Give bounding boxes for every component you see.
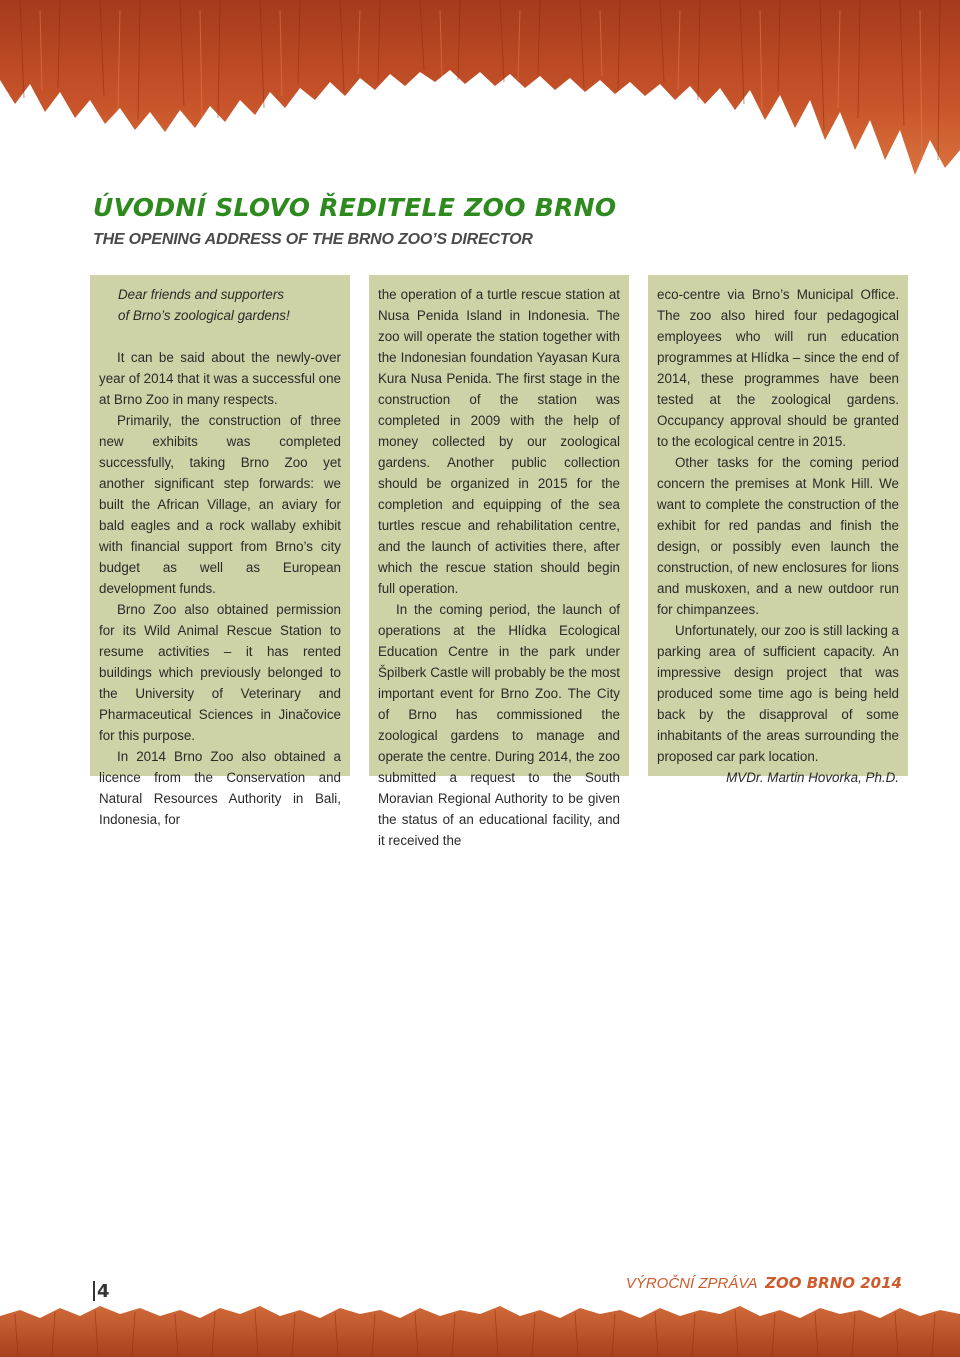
page-subtitle: THE OPENING ADDRESS OF THE BRNO ZOO’S DIRECTOR [93,231,533,248]
paragraph: Brno Zoo also obtained permission for its Wild Animal Rescue Station to resume activities – it has rented buildings which previously belonged to the University of Veterinary and Pharmaceutical Sciences in Jinačovice for this purpose. [99,602,341,743]
paragraph: It can be said about the newly-over year of 2014 that it was a successful one at Brno Zoo in many respects. [99,350,341,407]
page-number: 4 [97,1280,110,1302]
thatch-straw-bottom-decoration [0,1302,960,1357]
paragraph: In 2014 Brno Zoo also obtained a licence from the Conservation and Natural Resources Authority in Bali, Indonesia, for [99,749,341,827]
text-column-1 [90,275,350,827]
paragraph: eco-centre via Brno’s Municipal Office. The zoo also hired four pedagogical employees who will run education programmes at Hlídka – since the end of 2014, these programmes have been tested at the zoological gardens. Occupancy approval should be granted to the ecological centre in 2015. [657,287,899,449]
footer-report-brand: ZOO BRNO 2014 [765,1274,902,1292]
greeting-line-2: of Brno’s zoological gardens! [118,308,290,323]
footer-report-title [626,1274,902,1292]
paragraph: the operation of a turtle rescue station at Nusa Penida Island in Indonesia. The zoo will operate the station together with the Indonesian foundation Yayasan Kura Kura Nusa Penida. The first stage in the construction of the station was completed in 2009 with the help of money collected by our zoological gardens. Another public collection should be organized in 2015 for the completion and equipping of the sea turtles rescue and rehabilitation centre, and the launch of activities there, after which the rescue station should begin full operation. [378,287,620,596]
page-folio [93,1280,110,1302]
paragraph: Unfortunately, our zoo is still lacking a parking area of sufficient capacity. An impressive design project that was produced some time ago is being held back by the disapproval of some inhabitants of the areas surrounding the proposed car park location. [657,623,899,764]
text-column-2 [369,275,629,848]
greeting [99,284,341,326]
greeting-line-1: Dear friends and supporters [118,287,284,302]
paragraph: In the coming period, the launch of operations at the Hlídka Ecological Education Centre in the park under Špilberk Castle will probably be the most important event for Brno Zoo. The City of Brno has commissioned the zoological gardens to manage and operate the centre. During 2014, the zoo submitted a request to the South Moravian Regional Authority to be given the status of an educational facility, and it received the [378,602,620,848]
director-signature: MVDr. Martin Hovorka, Ph.D. [726,770,899,785]
paragraph: Primarily, the construction of three new exhibits was completed successfully, taking Brno Zoo yet another significant step forwards: we built the African Village, an aviary for bald eagles and a rock wallaby exhibit with financial support from Brno’s city budget as well as European development funds. [99,413,341,596]
page-title: ÚVODNÍ SLOVO ŘEDITELE ZOO BRNO [93,193,617,222]
folio-bar [93,1281,95,1301]
footer-report-label: VÝROČNÍ ZPRÁVA [625,1275,757,1292]
thatch-straw-top-decoration [0,0,960,200]
text-column-3 [648,275,908,785]
paragraph: Other tasks for the coming period concern the premises at Monk Hill. We want to complete the construction of the exhibit for red pandas and finish the design, or possibly even launch the construction, of new enclosures for lions and muskoxen, and a new outdoor run for chimpanzees. [657,455,899,617]
